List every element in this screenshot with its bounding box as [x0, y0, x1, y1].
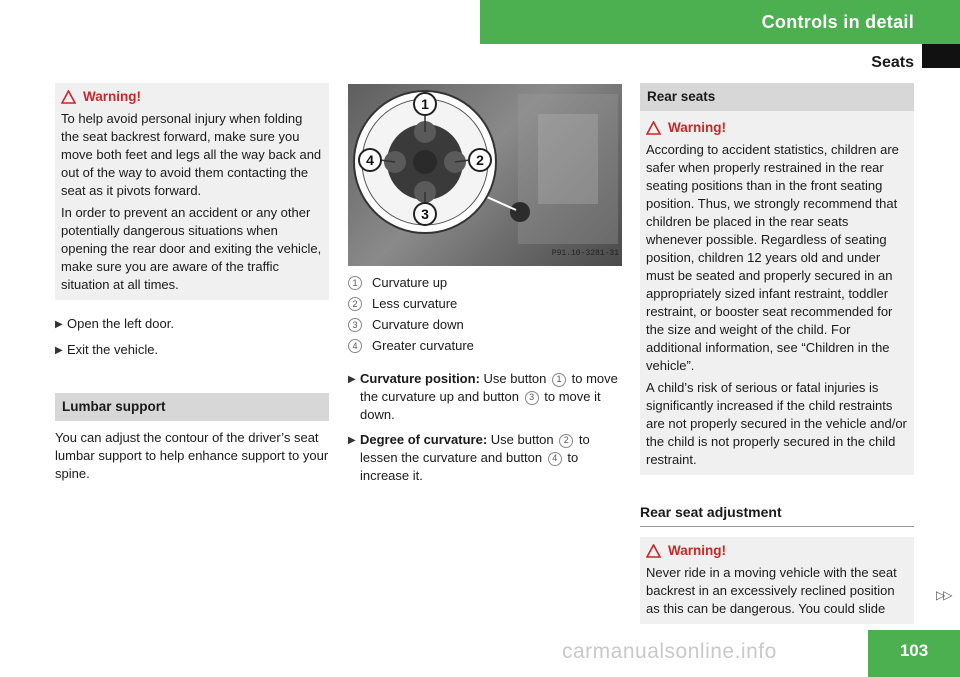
number-circle-icon: 4 [348, 339, 362, 353]
page-number-box [868, 630, 960, 677]
warning-paragraph: A child’s risk of serious or fatal injuries is significantly increased if the child restraints are not properly secured in the vehicle and/or the child is not properly secured in the child restraint. [646, 380, 907, 467]
svg-text:4: 4 [366, 152, 374, 168]
svg-text:1: 1 [421, 96, 429, 112]
page-number: 103 [899, 641, 929, 660]
instruction-step [348, 370, 624, 424]
warning-title: Warning! [668, 120, 726, 135]
step-text: Open the left door. [67, 316, 174, 331]
warning-paragraph: Never ride in a moving vehicle with the seat backrest in an excessively reclined position as this can be dangerous. You could slide [646, 565, 897, 616]
image-caption: P91.10-3281-31 [551, 249, 619, 258]
callout-1 [414, 93, 436, 115]
instruction-step [348, 431, 624, 485]
legend-label: Greater curvature [372, 338, 474, 353]
step-arrow-icon: ▶ [55, 345, 63, 356]
legend-label: Less curvature [372, 296, 458, 311]
legend-item [348, 337, 624, 355]
number-circle-icon: 1 [552, 373, 566, 387]
number-circle-icon: 2 [348, 297, 362, 311]
svg-text:2: 2 [476, 152, 484, 168]
step-text: Curvature position: Use button 1 to move the curvature up and button 3 to move it down. [360, 371, 618, 422]
step-arrow-icon: ▶ [55, 319, 63, 330]
left-column [55, 83, 329, 483]
warning-triangle-icon [646, 121, 661, 135]
warning-paragraph: In order to prevent an accident or any other potentially dangerous situations when opening the rear door and exiting the vehicle, make sure you are aware of the traffic situation at all times. [61, 205, 322, 292]
warning-heading [646, 119, 908, 137]
warning-paragraph: According to accident statistics, children are safer when properly restrained in the rear seating positions than in the front seating position. Thus, we strongly recommend that children be placed in the rear seats whenever possible. Regardless of seating position, children 12 years old and under must be seated and properly secured in an appropriately sized infant restraint, toddler restraint, or booster seat recommended for the size and weight of the child. For additional information, see “Children in the vehicle”. [646, 142, 899, 373]
watermark: carmanualsonline.info [562, 640, 777, 663]
warning-box [55, 83, 329, 300]
section-title: Seats [871, 54, 914, 71]
number-circle-icon: 3 [525, 391, 539, 405]
warning-title: Warning! [668, 543, 726, 558]
number-circle-icon: 2 [559, 434, 573, 448]
lumbar-switch-diagram [348, 84, 622, 266]
instruction-step [55, 341, 329, 360]
right-column [640, 83, 914, 624]
warning-paragraph: To help avoid personal injury when folding the seat backrest forward, make sure you move both feet and legs all the way back and out of the way to avoid them contacting the seat as it pivots forward. [61, 111, 322, 198]
step-text: Exit the vehicle. [67, 342, 159, 357]
rear-seats-box [640, 83, 914, 475]
callout-3 [414, 203, 436, 225]
callout-4 [359, 149, 381, 171]
continued-arrow-icon: ▷▷ [936, 588, 951, 602]
rear-seats-heading: Rear seats [640, 83, 914, 111]
legend-label: Curvature up [372, 275, 448, 290]
thumb-tab [922, 44, 960, 68]
warning-triangle-icon [646, 544, 661, 558]
lumbar-support-text: You can adjust the contour of the driver’s seat lumbar support to help enhance support to your spine. [55, 430, 329, 481]
lumbar-support-heading: Lumbar support [55, 393, 329, 421]
warning-box [640, 537, 914, 624]
step-arrow-icon: ▶ [348, 435, 356, 446]
svg-text:3: 3 [421, 206, 429, 222]
callout-2 [469, 149, 491, 171]
rear-seat-adjustment-heading: Rear seat adjustment [640, 503, 914, 527]
step-arrow-icon: ▶ [348, 374, 356, 385]
instruction-step [55, 315, 329, 334]
legend-label: Curvature down [372, 317, 464, 332]
warning-heading [61, 88, 323, 106]
legend-item [348, 316, 624, 334]
warning-title: Warning! [83, 89, 141, 104]
number-circle-icon: 3 [348, 318, 362, 332]
lumbar-switch-image [348, 84, 622, 266]
warning-triangle-icon [61, 90, 76, 104]
number-circle-icon: 1 [348, 276, 362, 290]
legend-item [348, 274, 624, 292]
chapter-title: Controls in detail [761, 12, 914, 32]
step-text: Degree of curvature: Use button 2 to lessen the curvature and button 4 to increase it. [360, 432, 590, 483]
middle-column [348, 84, 624, 492]
legend-item [348, 295, 624, 313]
number-circle-icon: 4 [548, 452, 562, 466]
warning-heading [646, 542, 908, 560]
